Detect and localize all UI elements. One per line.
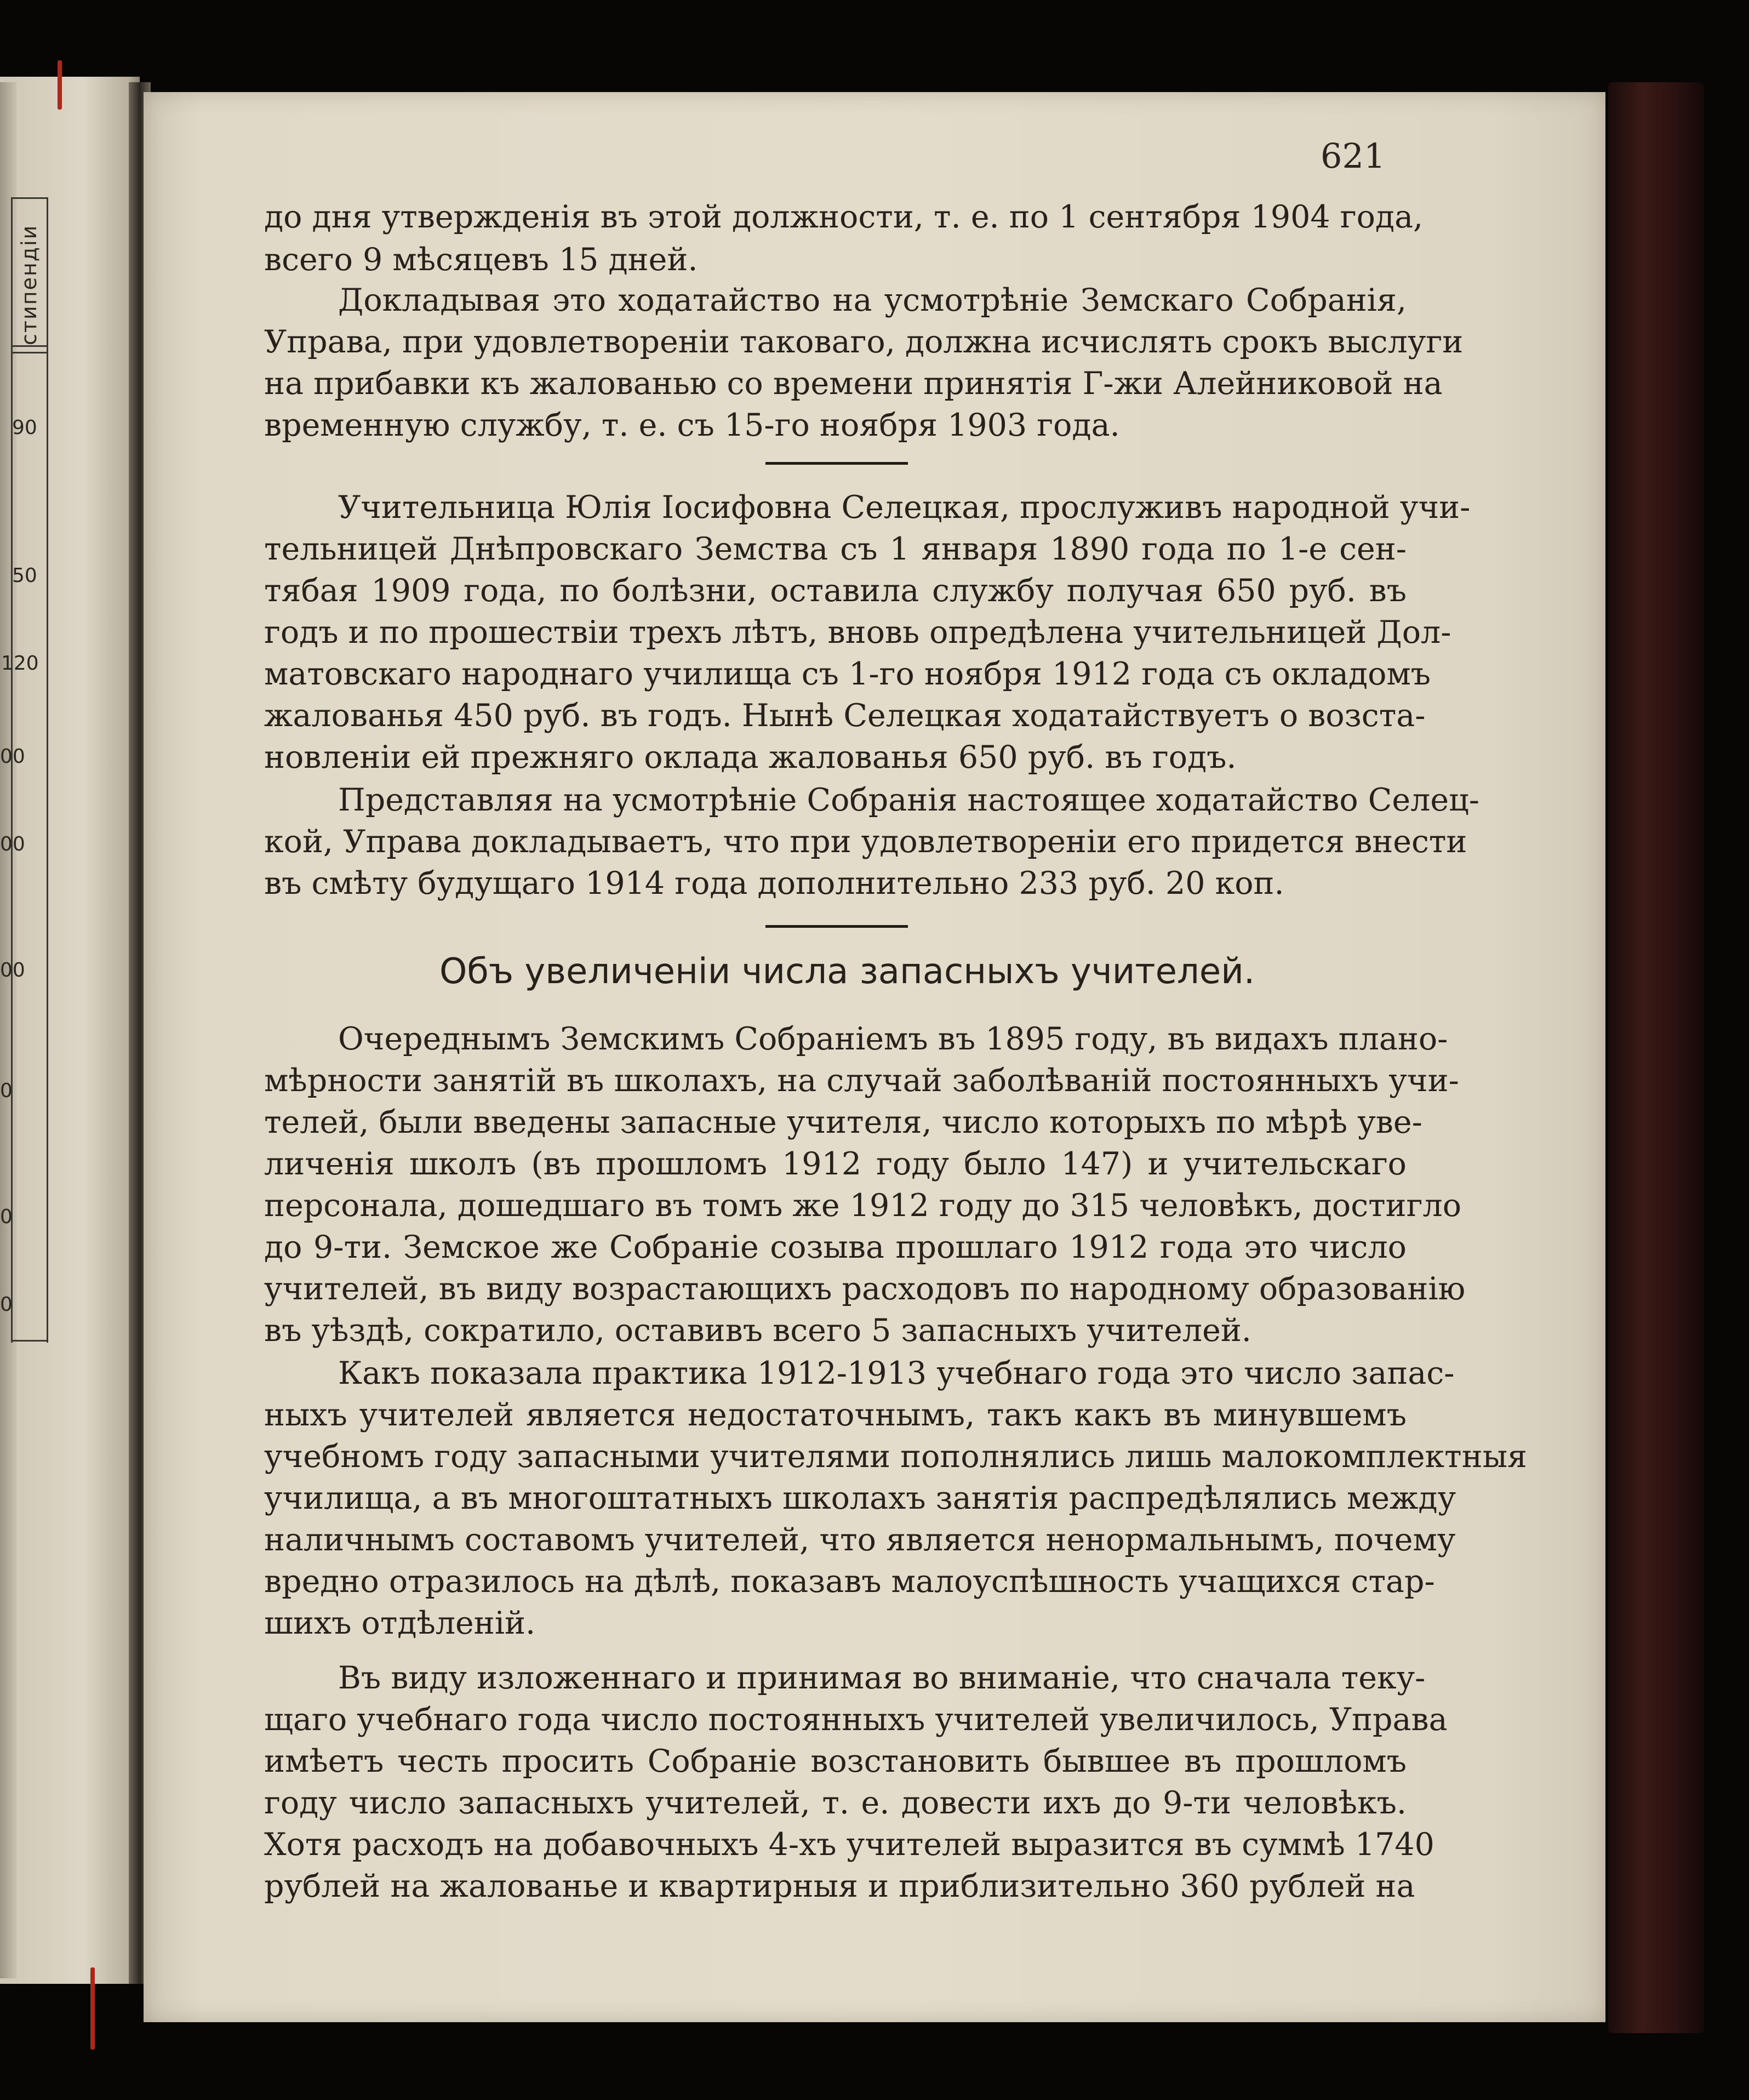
text-line: имѣетъ честь просить Собраніе возстановить бывшее въ прошломъ <box>264 1743 1407 1779</box>
page-number: 621 <box>1321 136 1386 176</box>
text-line: новленіи ей прежняго оклада жалованья 650 руб. въ годъ. <box>264 739 1237 775</box>
text-line: году число запасныхъ учителей, т. е. довести ихъ до 9-ти человѣкъ. <box>264 1785 1407 1821</box>
left-number: 0 <box>0 1206 13 1228</box>
text-line: Какъ показала практика 1912-1913 учебнаго года это число запас- <box>338 1355 1455 1391</box>
text-line: въ уѣздѣ, сократило, оставивъ всего 5 запасныхъ учителей. <box>264 1312 1251 1349</box>
text-line: шихъ отдѣленій. <box>264 1605 536 1641</box>
text-line: персонала, дошедшаго въ томъ же 1912 году до 315 человѣкъ, достигло <box>264 1188 1462 1224</box>
section-heading: Объ увеличеніи числа запасныхъ учителей. <box>439 951 1255 992</box>
text-line: до дня утвержденія въ этой должности, т. е. по 1 сентября 1904 года, <box>264 199 1424 235</box>
bookmark-ribbon <box>58 60 62 110</box>
left-number: 120 <box>1 652 39 675</box>
text-line: щаго учебнаго года число постоянныхъ учителей увеличилось, Управа <box>264 1702 1448 1738</box>
text-line: ныхъ учителей является недостаточнымъ, такъ какъ въ минувшемъ <box>264 1397 1407 1433</box>
text-line: Представляя на усмотрѣніе Собранія настоящее ходатайство Селец- <box>338 782 1480 818</box>
text-line: Хотя расходъ на добавочныхъ 4-хъ учителей выразится въ суммѣ 1740 <box>264 1827 1434 1863</box>
bookmark-ribbon <box>90 1967 95 2050</box>
text-line: Учительница Юлія Іосифовна Селецкая, прослуживъ народной учи- <box>338 489 1471 526</box>
section-divider <box>765 462 908 465</box>
text-line: въ смѣту будущаго 1914 года дополнительно 233 руб. 20 коп. <box>264 865 1284 901</box>
text-line: на прибавки къ жалованью со времени принятія Г-жи Алейниковой на <box>264 366 1443 402</box>
text-line: Докладывая это ходатайство на усмотрѣніе Земскаго Собранія, <box>338 282 1407 318</box>
text-line: вредно отразилось на дѣлѣ, показавъ малоуспѣшность учащихся стар- <box>264 1563 1435 1600</box>
left-page-table <box>11 197 48 1343</box>
text-line: Управа, при удовлетвореніи таковаго, должна исчислять срокъ выслуги <box>264 324 1464 360</box>
left-number: 90 <box>12 416 37 439</box>
text-line: Въ виду изложеннаго и принимая во вниманіе, что сначала теку- <box>338 1660 1426 1696</box>
text-line: телей, были введены запасные учителя, число которыхъ по мѣрѣ уве- <box>264 1104 1422 1140</box>
text-line: годъ и по прошествіи трехъ лѣтъ, вновь опредѣлена учительницей Дол- <box>264 614 1451 650</box>
left-number: 00 <box>0 745 25 768</box>
left-number: 00 <box>0 959 25 981</box>
right-page <box>144 92 1605 2022</box>
left-number: 0 <box>0 1080 13 1102</box>
text-line: до 9-ти. Земское же Собраніе созыва прошлаго 1912 года это число <box>264 1229 1407 1265</box>
text-line: всего 9 мѣсяцевъ 15 дней. <box>264 242 698 278</box>
left-number: 0 <box>0 1293 13 1316</box>
text-line: мѣрности занятій въ школахъ, на случай заболѣваній постоянныхъ учи- <box>264 1063 1459 1099</box>
text-line: матовскаго народнаго училища съ 1-го ноября 1912 года съ окладомъ <box>264 656 1431 692</box>
text-line: училища, а въ многоштатныхъ школахъ занятія распредѣлялись между <box>264 1480 1456 1516</box>
text-line: Очереднымъ Земскимъ Собраніемъ въ 1895 году, въ видахъ плано- <box>338 1021 1448 1057</box>
text-line: временную службу, т. е. съ 15-го ноября 1903 года. <box>264 407 1120 443</box>
book-cover-edge <box>1608 82 1704 2033</box>
left-table-header: стипендіи <box>17 224 41 345</box>
text-line: личенія школъ (въ прошломъ 1912 году было 147) и учительскаго <box>264 1146 1407 1182</box>
left-number: 00 <box>0 833 25 855</box>
text-line: тельницей Днѣпровскаго Земства съ 1 января 1890 года по 1-е сен- <box>264 531 1407 567</box>
section-divider <box>765 925 908 928</box>
text-line: наличнымъ составомъ учителей, что является ненормальнымъ, почему <box>264 1522 1456 1558</box>
text-line: жалованья 450 руб. въ годъ. Нынѣ Селецкая ходатайствуетъ о возста- <box>264 698 1426 734</box>
text-line: учителей, въ виду возрастающихъ расходовъ по народному образованію <box>264 1271 1466 1307</box>
text-line: учебномъ году запасными учителями пополнялись лишь малокомплектныя <box>264 1439 1528 1475</box>
text-line: рублей на жалованье и квартирныя и приблизительно 360 рублей на <box>264 1868 1415 1904</box>
left-number: 50 <box>12 564 37 587</box>
text-line: тябая 1909 года, по болѣзни, оставила службу получая 650 руб. въ <box>264 573 1407 609</box>
text-line: кой, Управа докладываетъ, что при удовлетвореніи его придется внести <box>264 824 1467 860</box>
